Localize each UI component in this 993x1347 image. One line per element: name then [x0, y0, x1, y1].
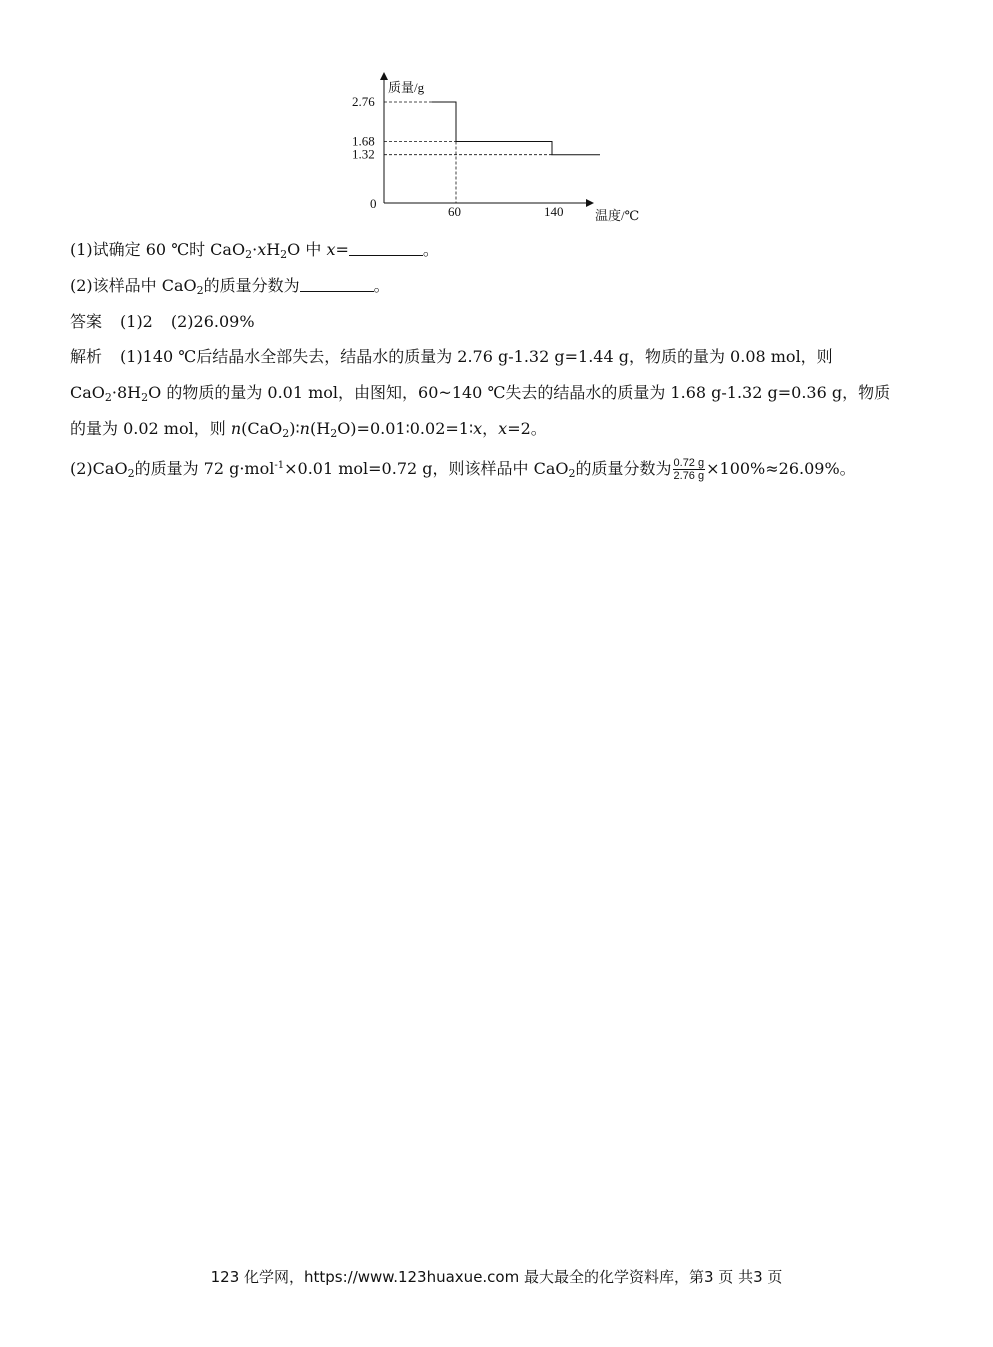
q1-sub: 2: [245, 248, 253, 261]
q1-sub-h: 2: [280, 248, 288, 261]
a4-sub1: 2: [127, 467, 135, 480]
origin-label: 0: [370, 196, 377, 211]
q1-h: H: [266, 240, 281, 259]
q1-text: (1)试确定 60 ℃时 CaO: [70, 240, 246, 259]
analysis-line-3: [70, 419, 547, 439]
q1-o: O 中: [287, 240, 327, 259]
a3-f: ，: [482, 419, 499, 438]
a3-e: O)=0.01∶0.02=1∶: [337, 419, 474, 438]
a4-sub2: 2: [568, 467, 576, 480]
a3-x2: x: [498, 419, 508, 438]
a3-d: (H: [309, 419, 331, 438]
a3-c: )∶: [289, 419, 300, 438]
a4-e: ×100%≈26.09%。: [706, 459, 856, 478]
y-axis-label: 质量/g: [388, 80, 425, 95]
analysis-line-1: [70, 347, 833, 367]
a3-x: x: [473, 419, 483, 438]
a3-n1: n: [230, 419, 242, 438]
fraction-denominator: 2.76 g: [673, 470, 705, 482]
analysis-text-1: (1)140 ℃后结晶水全部失去，结晶水的质量为 2.76 g-1.32 g=1.44 g，物质的量为 0.08 mol，则: [120, 347, 833, 366]
mass-temperature-chart: [340, 70, 660, 230]
q1-x: x: [257, 240, 267, 259]
q2-rest: 的质量分数为: [203, 276, 300, 295]
answer-1: (1)2: [120, 312, 153, 331]
q1-end: 。: [422, 240, 439, 259]
q1-x2: x: [326, 240, 336, 259]
q2-answer-blank[interactable]: [300, 277, 374, 292]
analysis-line-2: [70, 383, 890, 403]
q2-end: 。: [373, 276, 390, 295]
q1-answer-blank[interactable]: [349, 241, 423, 256]
a3-n2: n: [299, 419, 310, 438]
a4-b: 的质量为 72 g·mol: [134, 459, 275, 478]
y-tick-label: 1.68: [352, 133, 375, 149]
fraction-numerator: 0.72 g: [673, 457, 705, 469]
mass-fraction: [673, 457, 706, 482]
a4-sup: -1: [274, 460, 285, 471]
question-1: [70, 240, 439, 260]
a3-sub2: 2: [330, 427, 338, 440]
a4-c: ×0.01 mol=0.72 g，则该样品中 CaO: [284, 459, 569, 478]
mass-series-line: [432, 102, 600, 155]
x-tick-label: 60: [448, 204, 461, 219]
a2-rest: O 的物质的量为 0.01 mol，由图知，60~140 ℃失去的结晶水的质量为 1.68 g-1.32 g=0.36 g，物质: [148, 383, 891, 402]
y-tick-label: 2.76: [352, 93, 375, 109]
a2-cao: CaO: [70, 383, 105, 402]
q1-dot: ·: [252, 240, 258, 259]
a3-sub1: 2: [282, 427, 290, 440]
question-2: [70, 276, 390, 296]
answer-label: 答案: [70, 312, 103, 331]
a4-a: (2)CaO: [70, 459, 128, 478]
page-footer: 123 化学网，https://www.123huaxue.com 最大最全的化学资料库，第3 页 共3 页: [210, 1268, 783, 1286]
a3-b: (CaO: [241, 419, 283, 438]
answer-2: (2)26.09%: [170, 312, 255, 331]
a2-sub1: 2: [104, 391, 112, 404]
a2-8h: ·8H: [111, 383, 142, 402]
a3-a: 的量为 0.02 mol，则: [70, 419, 231, 438]
q1-eq: =: [335, 240, 349, 259]
a4-d: 的质量分数为: [575, 459, 672, 478]
x-axis-label: 温度/℃: [595, 208, 640, 223]
a2-sub2: 2: [141, 391, 149, 404]
x-tick-label: 140: [544, 204, 564, 219]
q2-sub: 2: [196, 284, 204, 297]
analysis-line-4: [70, 457, 856, 482]
analysis-label: 解析: [70, 347, 103, 366]
answer-line: [70, 312, 255, 332]
y-tick-label: 1.32: [352, 146, 375, 162]
q2-text: (2)该样品中 CaO: [70, 276, 197, 295]
a3-g: =2。: [507, 419, 547, 438]
